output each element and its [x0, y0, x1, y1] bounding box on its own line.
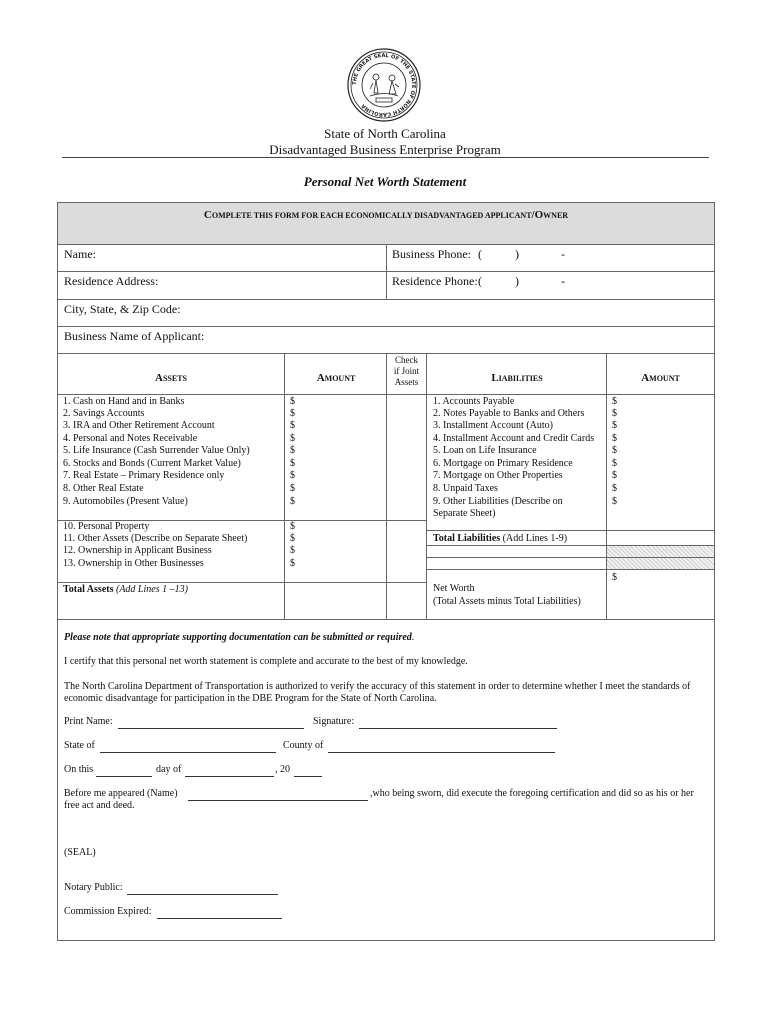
county-of-label: County of: [283, 740, 324, 751]
asset-line-11: 11. Other Assets (Describe on Separate Sheet): [63, 533, 248, 544]
liability-amount-1[interactable]: $: [612, 396, 617, 407]
asset-line-6: 6. Stocks and Bonds (Current Market Value): [63, 458, 241, 469]
asset-line-12: 12. Ownership in Applicant Business: [63, 545, 212, 556]
state-of-label: State of: [64, 740, 95, 751]
asset-amount-11[interactable]: $: [290, 533, 295, 544]
asset-line-5: 5. Life Insurance (Cash Surrender Value Only): [63, 445, 250, 456]
assets-total-rule: [58, 582, 426, 583]
assets-amount-header: AMOUNT: [316, 372, 356, 384]
liability-amount-3[interactable]: $: [612, 420, 617, 431]
liability-line-3: 3. Installment Account (Auto): [433, 420, 553, 431]
liability-group-rule: [426, 530, 714, 531]
asset-line-13: 13. Ownership in Other Businesses: [63, 558, 204, 569]
header-rule: [62, 157, 709, 158]
signature-label: Signature:: [313, 716, 355, 727]
business-name-field[interactable]: [210, 329, 710, 349]
commission-expired-label: Commission Expired:: [64, 906, 152, 917]
seal-placeholder: (SEAL): [64, 847, 96, 858]
county-of-field[interactable]: [328, 740, 555, 758]
asset-amount-7[interactable]: $: [290, 470, 295, 481]
business-phone-paren-close: ): [515, 247, 519, 261]
hatched-cell-1: [607, 546, 714, 557]
table-col-line-1: [284, 353, 285, 619]
liability-line-2: 2. Notes Payable to Banks and Others: [433, 408, 585, 419]
month-field[interactable]: [185, 764, 274, 782]
assets-header: ASSETS: [155, 372, 187, 384]
residence-address-field[interactable]: [160, 274, 382, 294]
asset-amount-8[interactable]: $: [290, 483, 295, 494]
hatched-cell-2: [607, 558, 714, 569]
asset-amount-5[interactable]: $: [290, 445, 295, 456]
liability-line-7: 7. Mortgage on Other Properties: [433, 470, 563, 481]
liability-amount-6[interactable]: $: [612, 458, 617, 469]
asset-amount-3[interactable]: $: [290, 420, 295, 431]
commission-expired-field[interactable]: [157, 906, 282, 924]
print-name-field[interactable]: [118, 716, 304, 734]
form-title: Personal Net Worth Statement: [303, 174, 467, 189]
table-col-line-3: [426, 353, 427, 619]
liability-amount-2[interactable]: $: [612, 408, 617, 419]
before-me-label: Before me appeared (Name): [64, 788, 178, 799]
asset-amount-1[interactable]: $: [290, 396, 295, 407]
liability-amount-9[interactable]: $: [612, 496, 617, 507]
row-rule-3: [58, 326, 714, 327]
business-name-label: Business Name of Applicant:: [64, 329, 205, 343]
name-field[interactable]: [110, 247, 382, 267]
year-field[interactable]: [294, 764, 322, 782]
asset-line-7: 7. Real Estate – Primary Residence only: [63, 470, 225, 481]
print-name-label: Print Name:: [64, 716, 113, 727]
asset-amount-4[interactable]: $: [290, 433, 295, 444]
liability-line-8: 8. Unpaid Taxes: [433, 483, 498, 494]
asset-amount-9[interactable]: $: [290, 496, 295, 507]
asset-line-10: 10. Personal Property: [63, 521, 150, 532]
liability-line-5: 5. Loan on Life Insurance: [433, 445, 537, 456]
city-state-zip-label: City, State, & Zip Code:: [64, 302, 181, 316]
free-act-text: free act and deed.: [64, 800, 135, 811]
table-bottom-rule: [58, 619, 714, 620]
asset-line-8: 8. Other Real Estate: [63, 483, 144, 494]
authorization-line-1: The North Carolina Department of Transportation is authorized to verify the accuracy of this statement in order to determine whether I meet the standards of: [64, 681, 691, 692]
asset-line-2: 2. Savings Accounts: [63, 408, 145, 419]
liability-amount-8[interactable]: $: [612, 483, 617, 494]
net-worth-note: (Total Assets minus Total Liabilities): [433, 596, 581, 607]
state-of-field[interactable]: [100, 740, 276, 758]
hatch-rule-1: [426, 557, 714, 558]
certify-statement: I certify that this personal net worth statement is complete and accurate to the best of my knowledge.: [64, 656, 468, 667]
liability-line-9: 9. Other Liabilities (Describe on: [433, 496, 563, 507]
notary-public-field[interactable]: [127, 882, 278, 900]
asset-amount-2[interactable]: $: [290, 408, 295, 419]
year-prefix-label: , 20: [275, 764, 290, 775]
signature-field[interactable]: [359, 716, 557, 734]
residence-address-label: Residence Address:: [64, 274, 159, 288]
residence-phone-label: Residence Phone:: [392, 274, 478, 288]
liability-amount-5[interactable]: $: [612, 445, 617, 456]
liability-line-4: 4. Installment Account and Credit Cards: [433, 433, 595, 444]
total-liabilities-label: Total Liabilities (Add Lines 1-9): [433, 533, 568, 544]
asset-amount-13[interactable]: $: [290, 558, 295, 569]
business-phone-label: Business Phone:: [392, 247, 472, 261]
business-phone-paren-open: (: [478, 247, 482, 261]
table-col-line-4: [606, 353, 607, 619]
notary-public-label: Notary Public:: [64, 882, 123, 893]
day-of-label: day of: [156, 764, 182, 775]
asset-amount-6[interactable]: $: [290, 458, 295, 469]
program-name: Disadvantaged Business Enterprise Program: [269, 142, 501, 157]
svg-text:THE GREAT SEAL OF THE STATE OF: THE GREAT SEAL OF THE STATE OF NORTH CAROLINA: [351, 52, 417, 118]
asset-line-4: 4. Personal and Notes Receivable: [63, 433, 198, 444]
authorization-line-2: economic disadvantage for participation in the DBE Program for the State of North Carolina.: [64, 693, 437, 704]
asset-line-3: 3. IRA and Other Retirement Account: [63, 420, 215, 431]
asset-amount-10[interactable]: $: [290, 521, 295, 532]
instruction-text: COMPLETE THIS FORM FOR EACH ECONOMICALLY DISADVANTAGED APPLICANT/OWNER: [203, 209, 569, 221]
liability-line-6: 6. Mortgage on Primary Residence: [433, 458, 573, 469]
liability-amount-4[interactable]: $: [612, 433, 617, 444]
table-col-line-2: [386, 353, 387, 619]
on-this-label: On this: [64, 764, 94, 775]
state-seal-image: [346, 47, 422, 123]
residence-phone-paren-open: (: [478, 274, 482, 288]
day-field[interactable]: [96, 764, 152, 782]
liabilities-header: LIABILITIES: [491, 372, 543, 384]
hatch-rule-2: [426, 569, 714, 570]
residence-phone-field[interactable]: [476, 274, 712, 294]
name-label: Name:: [64, 247, 96, 261]
liabilities-amount-header: AMOUNT: [641, 372, 680, 384]
city-state-zip-field[interactable]: [195, 302, 710, 322]
liability-amount-7[interactable]: $: [612, 470, 617, 481]
sworn-text: ,who being sworn, did execute the foregoing certification and did so as his or her: [370, 788, 694, 799]
business-phone-field[interactable]: [476, 247, 712, 267]
residence-phone-dash: -: [561, 274, 565, 288]
net-worth-amount[interactable]: $: [612, 572, 617, 583]
appeared-name-field[interactable]: [188, 788, 368, 806]
asset-amount-12[interactable]: $: [290, 545, 295, 556]
liability-line-9-cont: Separate Sheet): [433, 508, 496, 519]
asset-line-1: 1. Cash on Hand and in Banks: [63, 396, 185, 407]
state-name: State of North Carolina: [324, 126, 446, 141]
total-assets-label: Total Assets (Add Lines 1 –13): [63, 584, 188, 595]
row-rule-2: [58, 299, 714, 300]
joint-assets-header: Check if Joint Assets: [393, 355, 420, 387]
row-rule-1: [58, 271, 714, 272]
asset-line-9: 9. Automobiles (Present Value): [63, 496, 188, 507]
total-assets-field[interactable]: [286, 584, 385, 616]
business-phone-dash: -: [561, 247, 565, 261]
supporting-doc-note: Please note that appropriate supporting documentation can be submitted or required.: [64, 632, 415, 643]
liability-line-1: 1. Accounts Payable: [433, 396, 515, 407]
net-worth-label: Net Worth: [433, 583, 475, 594]
residence-phone-paren-close: ): [515, 274, 519, 288]
